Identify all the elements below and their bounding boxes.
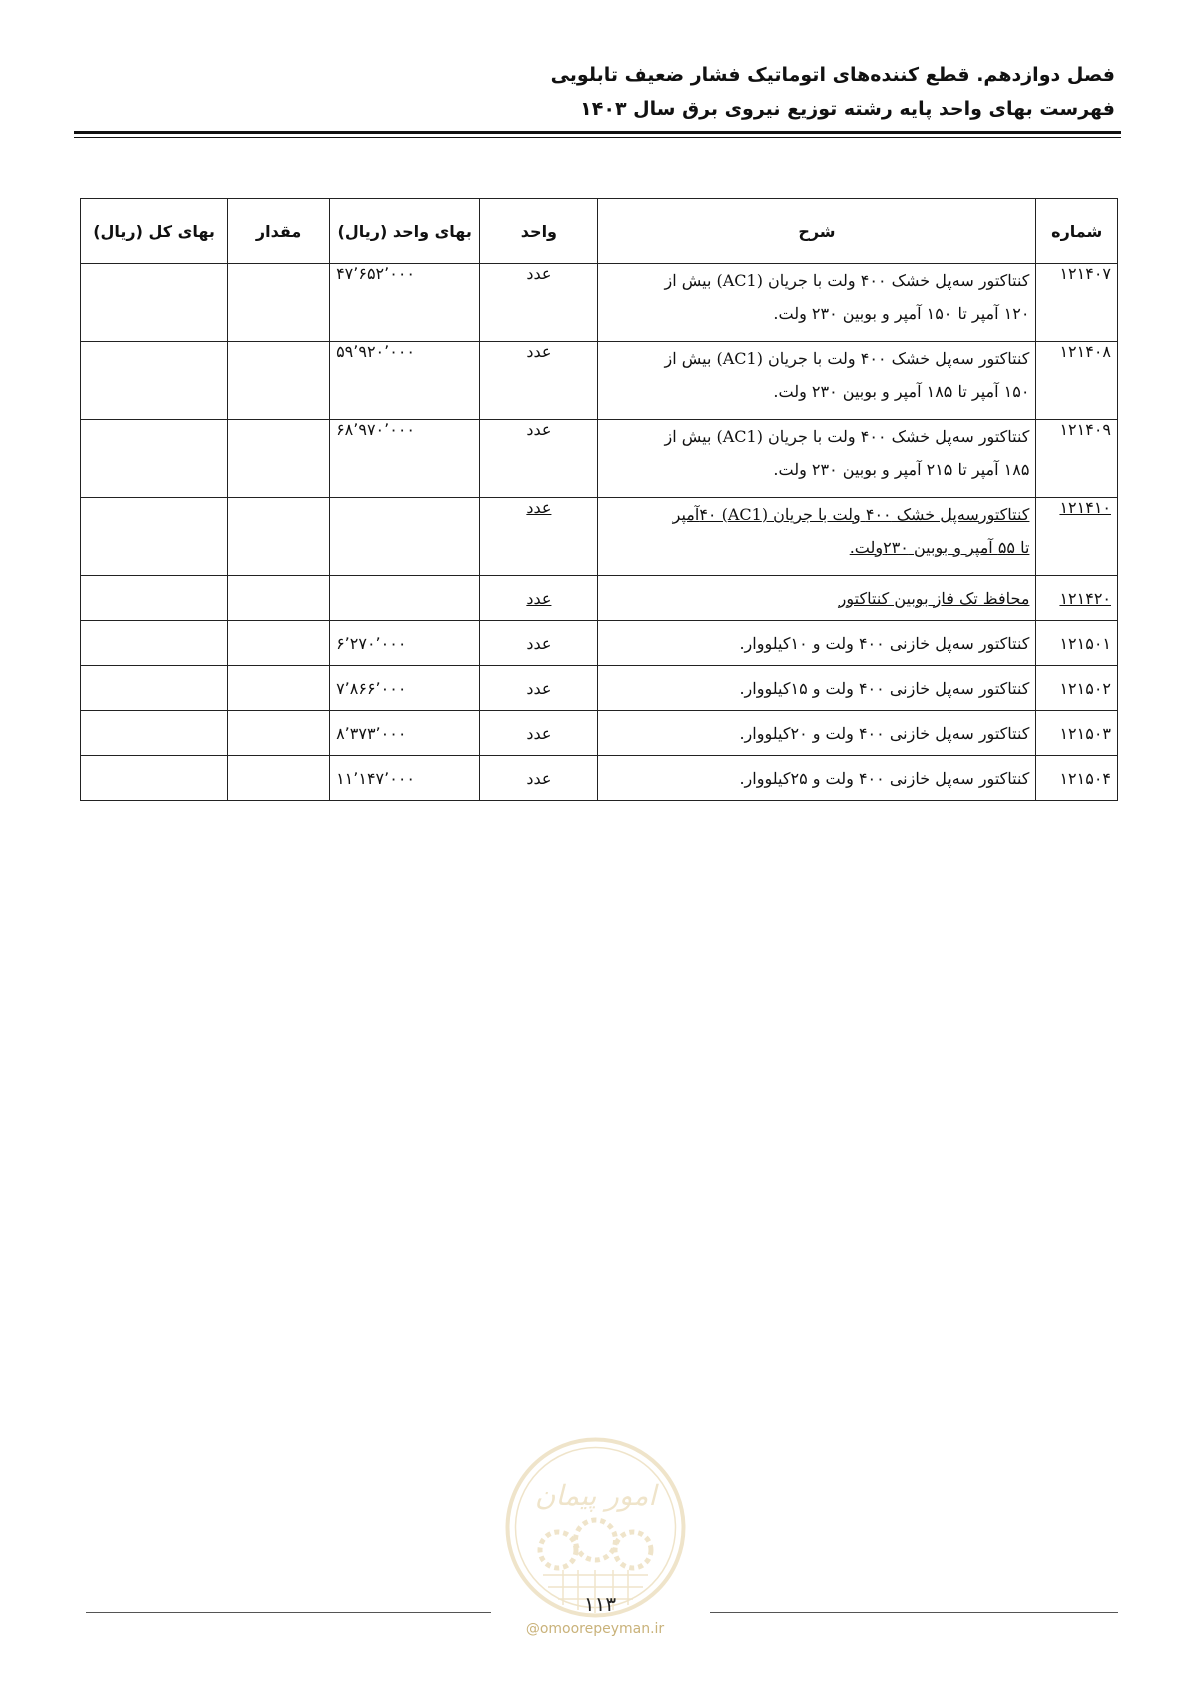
table-row: [81, 666, 1118, 711]
item-description-line: ۱۸۵ آمپر تا ۲۱۵ آمپر و بوبین ۲۳۰ ولت.: [773, 460, 1030, 479]
item-total: [81, 666, 228, 711]
list-title: فهرست بهای واحد پایه رشته توزیع نیروی برق سال ۱۴۰۳: [580, 98, 1115, 120]
watermark-url: @omoorepeyman.ir: [525, 1621, 665, 1637]
col-header-code: شماره: [1036, 199, 1118, 264]
item-unit-price: ۴۷٬۶۵۲٬۰۰۰: [330, 264, 480, 342]
item-description-line: تا ۵۵ آمپر و بوبین ۲۳۰ولت.: [849, 538, 1030, 557]
item-unit-price: [330, 498, 480, 576]
item-unit-price: [330, 576, 480, 621]
watermark-text: امور پیمان: [534, 1479, 657, 1512]
item-total: [81, 498, 228, 576]
item-unit-price: ۸٬۳۷۳٬۰۰۰: [330, 711, 480, 756]
footer-rule-right: [710, 1612, 1118, 1613]
item-qty: [228, 420, 330, 498]
item-description: کنتاکتور سه‌پل خازنی ۴۰۰ ولت و ۲۰کیلووار.: [598, 711, 1036, 756]
col-header-desc: شرح: [598, 199, 1036, 264]
col-header-unit-price: بهای واحد (ریال): [330, 199, 480, 264]
item-description-line: کنتاکتور سه‌پل خشک ۴۰۰ ولت با جریان (AC1) بیش از: [664, 427, 1030, 446]
item-qty: [228, 498, 330, 576]
item-total: [81, 342, 228, 420]
item-code: ۱۲۱۴۰۸: [1036, 342, 1118, 420]
header-rule-thin: [74, 137, 1121, 138]
table-row: [81, 621, 1118, 666]
item-unit: عدد: [480, 711, 598, 756]
item-unit: عدد: [480, 621, 598, 666]
item-description: [598, 264, 1036, 342]
item-total: [81, 264, 228, 342]
col-header-total: بهای کل (ریال): [81, 199, 228, 264]
item-qty: [228, 264, 330, 342]
item-total: [81, 756, 228, 801]
page-header: [76, 58, 1115, 126]
item-total: [81, 420, 228, 498]
item-description: کنتاکتور سه‌پل خازنی ۴۰۰ ولت و ۲۵کیلووار.: [598, 756, 1036, 801]
item-total: [81, 621, 228, 666]
item-code: ۱۲۱۵۰۳: [1036, 711, 1118, 756]
price-table: [80, 198, 1118, 801]
table-row: [81, 756, 1118, 801]
header-rule-thick: [74, 131, 1121, 134]
item-description: [598, 420, 1036, 498]
item-description-line: کنتاکتور سه‌پل خشک ۴۰۰ ولت با جریان (AC1) بیش از: [664, 349, 1030, 368]
item-description-line: ۱۲۰ آمپر تا ۱۵۰ آمپر و بوبین ۲۳۰ ولت.: [773, 304, 1030, 323]
item-unit-price: ۱۱٬۱۴۷٬۰۰۰: [330, 756, 480, 801]
item-qty: [228, 621, 330, 666]
item-description-line: کنتاکتورسه‌پل خشک ۴۰۰ ولت با جریان (AC1) ۴۰آمپر: [672, 505, 1030, 524]
item-unit: عدد: [480, 342, 598, 420]
table-row: [81, 711, 1118, 756]
item-description-line: ۱۵۰ آمپر تا ۱۸۵ آمپر و بوبین ۲۳۰ ولت.: [773, 382, 1030, 401]
item-unit-price: ۷٬۸۶۶٬۰۰۰: [330, 666, 480, 711]
table-row: [81, 498, 1118, 576]
item-description: کنتاکتور سه‌پل خازنی ۴۰۰ ولت و ۱۰کیلووار.: [598, 621, 1036, 666]
table-row: [81, 342, 1118, 420]
item-description: [598, 342, 1036, 420]
table-row: [81, 420, 1118, 498]
table-row: [81, 576, 1118, 621]
item-code: ۱۲۱۵۰۱: [1036, 621, 1118, 666]
item-code: ۱۲۱۴۰۹: [1036, 420, 1118, 498]
item-description: کنتاکتور سه‌پل خازنی ۴۰۰ ولت و ۱۵کیلووار.: [598, 666, 1036, 711]
item-description: محافظ تک فاز بوبین کنتاکتور: [598, 576, 1036, 621]
item-unit-price: ۵۹٬۹۲۰٬۰۰۰: [330, 342, 480, 420]
item-code: ۱۲۱۴۲۰: [1036, 576, 1118, 621]
item-unit-price: ۶٬۲۷۰٬۰۰۰: [330, 621, 480, 666]
col-header-qty: مقدار: [228, 199, 330, 264]
item-qty: [228, 711, 330, 756]
item-description-line: کنتاکتور سه‌پل خشک ۴۰۰ ولت با جریان (AC1) بیش از: [664, 271, 1030, 290]
table-header-row: [81, 199, 1118, 264]
chapter-title: فصل دوازدهم. قطع کننده‌های اتوماتیک فشار ضعیف تابلویی: [550, 64, 1115, 86]
item-unit: عدد: [480, 756, 598, 801]
col-header-unit: واحد: [480, 199, 598, 264]
item-qty: [228, 342, 330, 420]
item-unit: عدد: [480, 264, 598, 342]
item-unit-price: ۶۸٬۹۷۰٬۰۰۰: [330, 420, 480, 498]
item-unit: عدد: [480, 498, 598, 576]
item-code: ۱۲۱۴۰۷: [1036, 264, 1118, 342]
item-unit: عدد: [480, 576, 598, 621]
page-number: ۱۱۳: [583, 1592, 617, 1616]
footer-rule-left: [86, 1612, 491, 1613]
item-description: [598, 498, 1036, 576]
item-total: [81, 711, 228, 756]
table-row: [81, 264, 1118, 342]
item-unit: عدد: [480, 666, 598, 711]
item-code: ۱۲۱۵۰۴: [1036, 756, 1118, 801]
item-code: ۱۲۱۵۰۲: [1036, 666, 1118, 711]
item-qty: [228, 576, 330, 621]
item-code: ۱۲۱۴۱۰: [1036, 498, 1118, 576]
item-total: [81, 576, 228, 621]
item-qty: [228, 756, 330, 801]
item-qty: [228, 666, 330, 711]
item-unit: عدد: [480, 420, 598, 498]
